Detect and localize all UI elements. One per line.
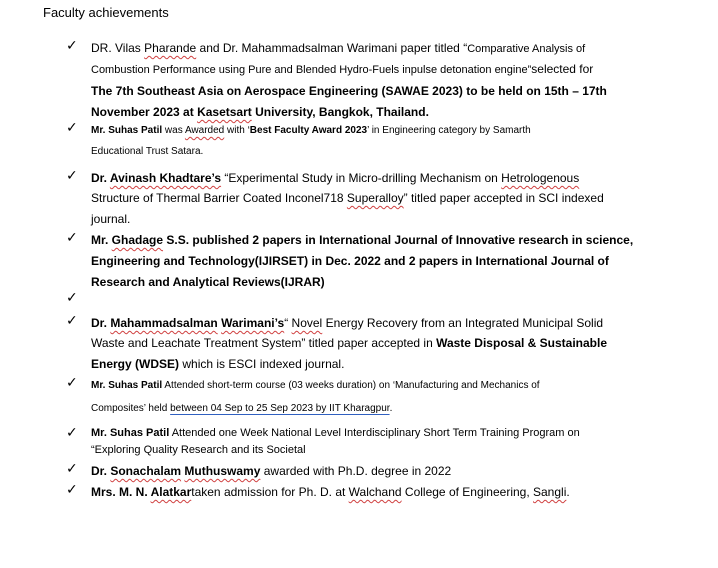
item-text: which is ESCI indexed journal.: [179, 357, 345, 371]
checkmark-bullet-icon: ✓: [66, 425, 78, 441]
checkmark-bullet-icon: ✓: [66, 482, 78, 498]
item-text: “Experimental Study in Micro-drilling Mechanism on: [221, 171, 502, 185]
item-text: Waste and Leachate Treatment System” titled paper accepted in: [91, 336, 437, 350]
item-text: Novel: [291, 316, 323, 330]
item-text: Warimani’s: [221, 316, 285, 330]
item-text: Mrs. M. N.: [91, 485, 151, 499]
item-text: Structure of Thermal Barrier Coated Inconel718: [91, 191, 347, 205]
item-text: journal.: [91, 212, 131, 226]
item-text: ” titled paper accepted in SCI indexed: [403, 191, 604, 205]
item-text: Ghadage: [111, 233, 164, 247]
item-text: Dr.: [91, 316, 111, 330]
item-text: Dr.: [91, 464, 111, 478]
item-text: College of Engineering,: [401, 485, 533, 499]
item-text: “: [284, 316, 292, 330]
achievement-item: [66, 461, 666, 481]
item-text: Awarded: [184, 125, 225, 136]
item-text: Mr. Suhas Patil: [91, 427, 170, 439]
achievement-item: [66, 230, 666, 293]
item-text: awarded with Ph.D. degree in 2022: [260, 464, 452, 478]
item-text: S.S. published 2 papers in International Journal of Innovative research in science,: [163, 233, 634, 247]
item-text: Muthuswamy: [184, 464, 261, 478]
item-text: Dr.: [91, 171, 110, 185]
item-text: DR. Vilas: [91, 41, 145, 55]
checkmark-bullet-icon: ✓: [66, 290, 78, 306]
item-text: Attended one Week National Level Interdisciplinary Short Term Training Program on: [169, 427, 580, 439]
item-text: Best Faculty Award 2023: [249, 125, 368, 136]
checkmark-bullet-icon: ✓: [66, 230, 78, 246]
item-text: .: [389, 403, 393, 414]
checkmark-bullet-icon: ✓: [66, 120, 78, 136]
item-text: Kasetsart: [197, 105, 252, 119]
item-text: Mahammadsalman: [110, 316, 218, 330]
item-text: Mr.: [91, 233, 112, 247]
item-text: Alatkar: [150, 485, 192, 499]
item-text: University, Bangkok, Thailand.: [251, 105, 429, 119]
item-text: between 04 Sep to 25 Sep 2023 by IIT Kharagpur: [170, 403, 390, 414]
achievement-item: [66, 482, 666, 502]
item-text: Energy (WDSE): [91, 357, 180, 371]
item-text: Comparative Analysis of: [467, 43, 586, 55]
item-text: selected for: [531, 62, 594, 76]
item-text: Walchand: [348, 485, 402, 499]
item-text: Hetrologenous: [501, 171, 580, 185]
achievement-item: [66, 120, 666, 162]
item-text: Mr. Suhas Patil: [91, 380, 163, 391]
item-text: Engineering and Technology(IJIRSET) in Dec. 2022 and 2 papers in International Journal of: [91, 254, 609, 268]
checkmark-bullet-icon: ✓: [66, 375, 78, 391]
item-text: Sonachalam: [110, 464, 182, 478]
item-text: The 7th Southeast Asia on Aerospace Engineering (SAWAE 2023) to be held on 15th – 17th: [91, 84, 607, 98]
item-text: with ‘: [224, 125, 250, 136]
achievement-item: [66, 38, 666, 123]
item-text: .: [566, 485, 570, 499]
item-text: Mr. Suhas Patil: [91, 125, 163, 136]
item-text: Sangli: [533, 485, 567, 499]
item-text: Waste Disposal & Sustainable: [436, 336, 608, 350]
checkmark-bullet-icon: ✓: [66, 38, 78, 54]
item-text: Pharande: [144, 41, 197, 55]
item-text: Educational Trust Satara.: [91, 146, 204, 157]
item-text: Superalloy: [346, 191, 404, 205]
achievement-item: [66, 425, 666, 459]
item-text: Energy Recovery from an Integrated Municipal Solid: [322, 316, 604, 330]
achievement-item: [66, 375, 666, 421]
item-text: “Exploring Quality Research and its Societal: [91, 444, 306, 456]
item-text: Research and Analytical Reviews(IJRAR): [91, 275, 325, 289]
item-text: November 2023 at: [91, 105, 198, 119]
checkmark-bullet-icon: ✓: [66, 461, 78, 477]
item-text: Attended short-term course (03 weeks duration) on ‘Manufacturing and Mechanics of: [162, 380, 540, 391]
item-text: was: [162, 125, 185, 136]
item-text: Composites’ held: [91, 403, 171, 414]
checkmark-bullet-icon: ✓: [66, 168, 78, 184]
item-text: taken admission for Ph. D. at: [191, 485, 349, 499]
item-text: Avinash Khadtare’s: [109, 171, 222, 185]
item-text: Combustion Performance using Pure and Blended Hydro-Fuels inpulse detonation engine”: [91, 64, 532, 76]
achievement-item: [66, 168, 666, 230]
checkmark-bullet-icon: ✓: [66, 313, 78, 329]
achievement-item: [66, 313, 666, 375]
page-heading: Faculty achievements: [43, 5, 169, 20]
item-text: and Dr. Mahammadsalman Warimani paper titled “: [196, 41, 468, 55]
item-text: ’ in Engineering category by Samarth: [367, 125, 531, 136]
